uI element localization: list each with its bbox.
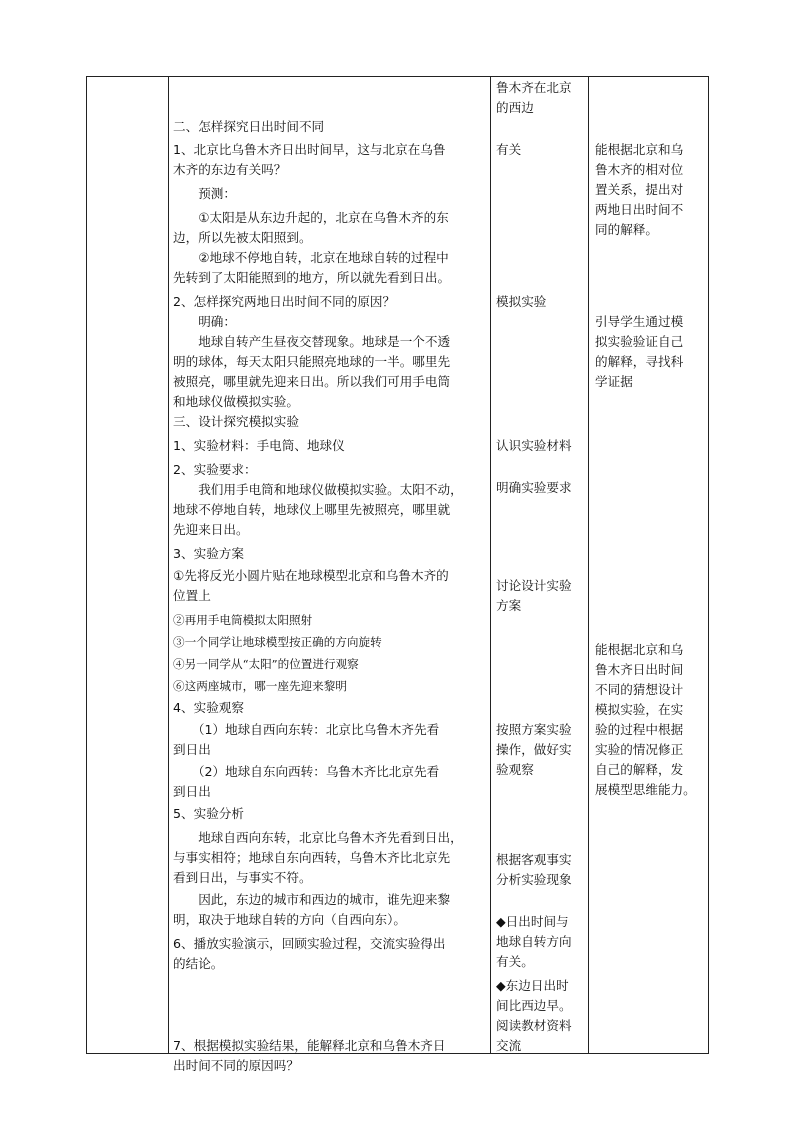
process-line: 被照亮，哪里就先迎来日出。所以我们可用手电筒: [173, 374, 451, 389]
activity-line: 阅读教材资料: [496, 1018, 572, 1033]
activity-line: ◆日出时间与: [496, 914, 569, 929]
process-line: 先转到了太阳能照到的地方，所以就先看到日出。: [173, 270, 451, 285]
intent-line: 展模型思维能力。: [595, 782, 696, 797]
activity-line: 讨论设计实验: [496, 578, 572, 593]
activity-line: 分析实验现象: [496, 872, 572, 887]
process-line: 地球自西向东转，北京比乌鲁木齐先看到日出，: [173, 830, 463, 845]
process-line: 到日出: [173, 742, 211, 757]
table-cell-teaching-process: [169, 77, 491, 1073]
intent-line: 能根据北京和乌: [595, 142, 684, 157]
process-line: ①太阳是从东边升起的，北京在乌鲁木齐的东: [173, 210, 449, 225]
process-line: 4、实验观察: [173, 700, 244, 715]
activity-line: 验观察: [496, 762, 534, 777]
process-line: 二、怎样探究日出时间不同: [173, 119, 325, 134]
process-line: 2、实验要求：: [173, 462, 257, 477]
process-line: 我们用手电筒和地球仪做模拟实验。太阳不动，: [173, 482, 463, 497]
intent-line: 的解释，寻找科: [595, 354, 684, 369]
intent-line: 两地日出时间不: [595, 202, 684, 217]
process-line: 3、实验方案: [173, 546, 244, 561]
intent-line: 引导学生通过模: [595, 314, 684, 329]
activity-line: 鲁木齐在北京: [496, 80, 572, 95]
process-line: 到日出: [173, 784, 211, 799]
design-intent-text: [589, 77, 708, 1053]
process-line: （1）地球自西向东转：北京比乌鲁木齐先看: [173, 722, 440, 737]
process-line: 明的球体，每天太阳只能照亮地球的一半。哪里先: [173, 354, 451, 369]
table-cell-blank: [87, 77, 169, 1054]
table-row: [87, 77, 709, 1054]
activity-line: 根据客观事实: [496, 852, 572, 867]
process-line: 1、实验材料：手电筒、地球仪: [173, 438, 345, 453]
process-line: 三、设计探究模拟实验: [173, 414, 299, 429]
process-line: 边，所以先被太阳照到。: [173, 230, 312, 245]
process-line: 明确：: [173, 314, 236, 329]
intent-line: 模拟实验，在实: [595, 702, 684, 717]
intent-line: 不同的猜想设计: [595, 682, 684, 697]
intent-line: 验的过程中根据: [595, 722, 684, 737]
intent-line: 学证据: [595, 374, 633, 389]
process-line: 5、实验分析: [173, 806, 244, 821]
activity-line: 操作，做好实: [496, 742, 572, 757]
activity-line: 明确实验要求: [496, 480, 572, 495]
activity-line: 有关: [496, 142, 522, 157]
process-line: 地球自转产生昼夜交替现象。地球是一个不透: [173, 334, 451, 349]
activity-line: 间比西边早。: [496, 998, 572, 1013]
intent-line: 拟实验验证自己: [595, 334, 684, 349]
process-line: （2）地球自东向西转：乌鲁木齐比北京先看: [173, 764, 440, 779]
process-line: ②地球不停地自转，北京在地球自转的过程中: [173, 250, 449, 265]
intent-line: 鲁木齐日出时间: [595, 662, 684, 677]
process-line: 与事实相符；地球自东向西转，乌鲁木齐比北京先: [173, 850, 451, 865]
process-line: ⑥这两座城市，哪一座先迎来黎明: [173, 679, 347, 693]
intent-line: 能根据北京和乌: [595, 642, 684, 657]
process-line: 的结论。: [173, 956, 224, 971]
activity-line: 按照方案实验: [496, 722, 572, 737]
table-cell-student-activity: [491, 77, 589, 1054]
process-line: 木齐的东边有关吗？: [173, 162, 287, 177]
process-line: 因此，东边的城市和西边的城市，谁先迎来黎: [173, 892, 451, 907]
process-line: 看到日出，与事实不符。: [173, 870, 312, 885]
student-activity-text: [491, 77, 588, 1053]
activity-line: 模拟实验: [496, 294, 547, 309]
activity-line: 认识实验材料: [496, 438, 572, 453]
activity-line: 方案: [496, 598, 522, 613]
activity-line: 交流: [496, 1038, 522, 1053]
activity-line: 的西边: [496, 100, 534, 115]
process-line: 明，取决于地球自转的方向（自西向东）。: [173, 912, 406, 927]
intent-line: 自己的解释，发: [595, 762, 684, 777]
teaching-process-text: [169, 77, 490, 1073]
process-line: 位置上: [173, 588, 211, 603]
intent-line: 鲁木齐的相对位: [595, 162, 684, 177]
process-line: ①先将反光小圆片贴在地球模型北京和乌鲁木齐的: [173, 568, 449, 583]
intent-line: 实验的情况修正: [595, 742, 684, 757]
process-line: 6、播放实验演示，回顾实验过程，交流实验得出: [173, 936, 446, 951]
process-line: 出时间不同的原因吗？: [173, 1058, 299, 1073]
table-cell-design-intent: [589, 77, 709, 1054]
process-line: 预测：: [173, 186, 236, 201]
process-line: ②再用手电筒模拟太阳照射: [173, 613, 313, 627]
activity-line: 有关。: [496, 954, 534, 969]
lesson-plan-table: [86, 76, 709, 1073]
process-line: 先迎来日出。: [173, 522, 249, 537]
activity-line: ◆东边日出时: [496, 978, 569, 993]
process-line: 2、怎样探究两地日出时间不同的原因？: [173, 294, 396, 309]
activity-line: 地球自转方向: [496, 934, 572, 949]
intent-line: 同的解释。: [595, 222, 658, 237]
process-line: 地球不停地自转，地球仪上哪里先被照亮，哪里就: [173, 502, 451, 517]
intent-line: 置关系，提出对: [595, 182, 684, 197]
process-line: 1、北京比乌鲁木齐日出时间早，这与北京在乌鲁: [173, 142, 446, 157]
process-line: 7、根据模拟实验结果，能解释北京和乌鲁木齐日: [173, 1038, 446, 1053]
process-line: ④另一同学从“太阳”的位置进行观察: [173, 657, 359, 671]
process-line: ③一个同学让地球模型按正确的方向旋转: [173, 635, 382, 649]
process-line: 和地球仪做模拟实验。: [173, 394, 299, 409]
